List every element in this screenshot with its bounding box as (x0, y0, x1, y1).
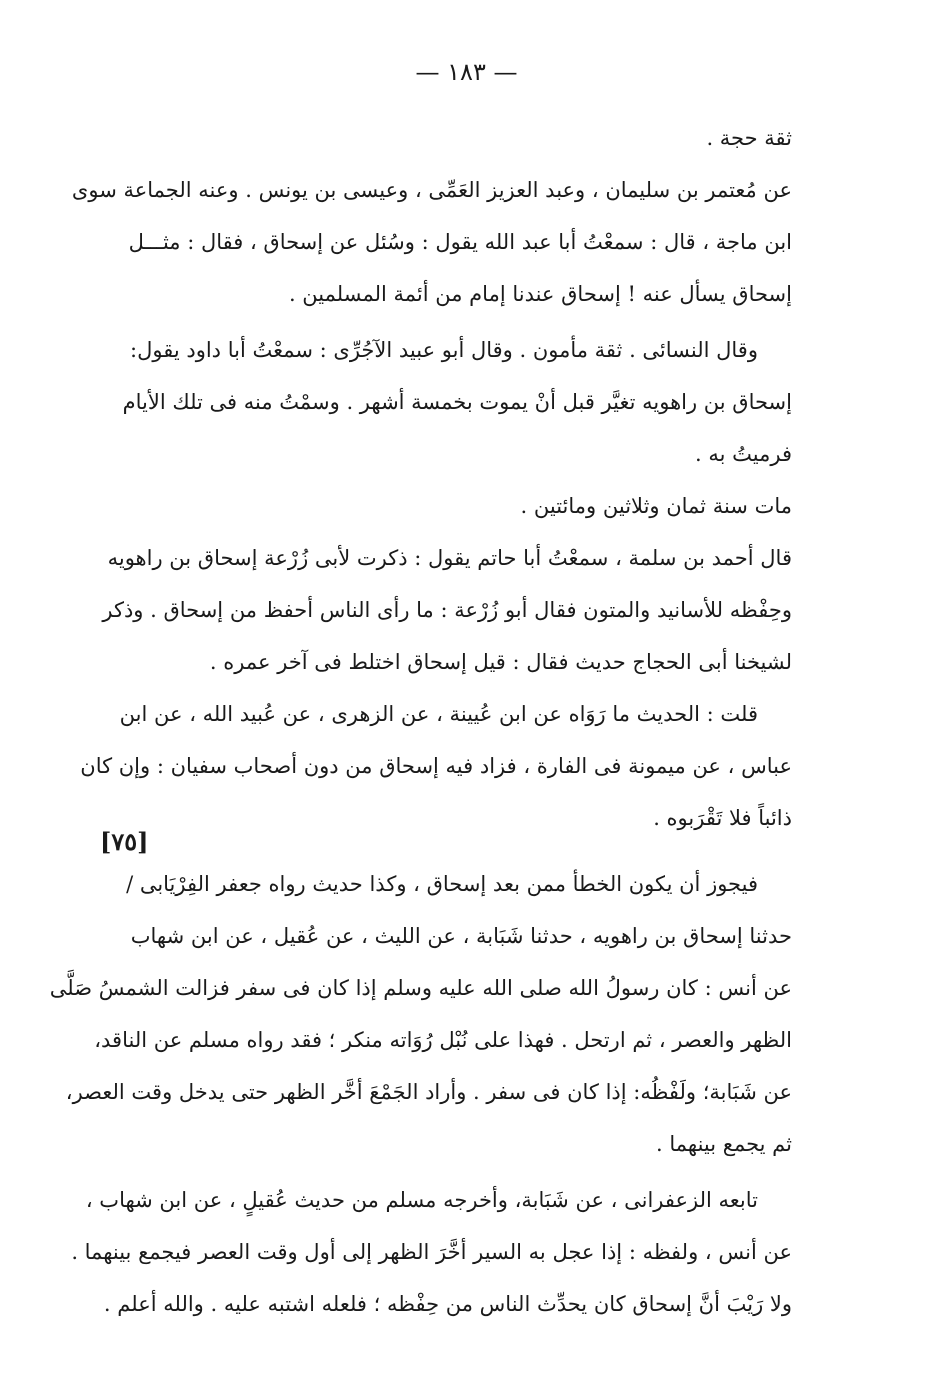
paragraph (71, 1174, 792, 1330)
text-line: لشيخنا أبى الحجاج حديث فقال : قيل إسحاق اختلط فى آخر عمره . (209, 650, 792, 674)
text-line: إسحاق بن راهويه تغيَّر قبل أنْ يموت بخمسة أشهر . وسمْتُ منه فى تلك الأيام (122, 390, 792, 414)
paragraph (160, 480, 792, 532)
text-line: تابعه الزعفرانى ، عن شَبَابة، وأخرجه مسلم من حديث عُقيلٍ ، عن ابن شهاب ، (85, 1188, 758, 1212)
margin-folio-marker: [٧٥] (100, 827, 149, 856)
text-line: الظهر والعصر ، ثم ارتحل . فهذا على نُبْل رُوَاته منكر ؛ فقد رواه مسلم عن الناقد، (94, 1028, 792, 1052)
text-line: قال أحمد بن سلمة ، سمعْتُ أبا حاتم يقول : ذكرت لأبى زُرْعة إسحاق بن راهويه (107, 546, 792, 570)
text-line: مات سنة ثمان وثلاثين ومائتين . (520, 494, 792, 518)
page-number: — ١٨٣ — (415, 58, 518, 86)
text-line: ثقة حجة . (706, 126, 792, 150)
text-line: عن شَبَابة؛ ولَفْظُه: إذا كان فى سفر . وأراد الجَمْعَ أخَّر الظهر حتى يدخل وقت العصر، (65, 1080, 792, 1104)
text-line: وحِفْظه للأسانيد والمتون فقال أبو زُرْعة : ما رأى الناس أحفظ من إسحاق . وذكر (102, 598, 792, 622)
text-line: عن مُعتمر بن سليمان ، وعبد العزيز العَمِّى ، وعيسى بن يونس . وعنه الجماعة سوى (71, 178, 792, 202)
text-line: إسحاق يسأل عنه ! إسحاق عندنا إمام من أئمة المسلمين . (288, 282, 792, 306)
text-line: فيجوز أن يكون الخطأ ممن بعد إسحاق ، وكذا حديث رواه جعفر الفِرْيَابى / (126, 872, 758, 896)
paragraph (71, 164, 792, 320)
text-line: حدثنا إسحاق بن راهويه ، حدثنا شَبَابة ، عن الليث ، عن عُقيل ، عن ابن شهاب (130, 924, 792, 948)
text-line: فرميتُ به . (695, 442, 792, 466)
text-line: ولا رَيْبَ أنَّ إسحاق كان يحدِّث الناس من حِفْظه ؛ فلعله اشتبه عليه . والله أعلم . (103, 1292, 792, 1316)
text-line: ثم يجمع بينهما . (656, 1132, 792, 1156)
text-line: وقال النسائى . ثقة مأمون . وقال أبو عبيد الآجُرِّى : سمعْتُ أبا داود يقول: (130, 338, 758, 362)
text-line: عن أنس : كان رسولُ الله صلى الله عليه وسلم إذا كان فى سفر فزالت الشمسُ صَلَّى (49, 976, 792, 1000)
text-line: ذائباً فلا تَقْرَبوه . (653, 806, 792, 830)
text-line: عن أنس ، ولفظه : إذا عجل به السير أخَّرَ الظهر إلى أول وقت العصر فيجمع بينهما . (71, 1240, 792, 1264)
text-line: عباس ، عن ميمونة فى الفارة ، فزاد فيه إسحاق من دون أصحاب سفيان : وإن كان (80, 754, 792, 778)
paragraph (160, 112, 792, 164)
paragraph (102, 532, 792, 688)
paragraph (49, 858, 792, 1170)
paragraph (122, 324, 792, 480)
text-line: قلت : الحديث ما رَوَاه عن ابن عُيينة ، عن الزهرى ، عن عُبيد الله ، عن ابن (119, 702, 758, 726)
text-line: ابن ماجة ، قال : سمعْتُ أبا عبد الله يقول : وسُئل عن إسحاق ، فقال : مثـــل (128, 230, 792, 254)
